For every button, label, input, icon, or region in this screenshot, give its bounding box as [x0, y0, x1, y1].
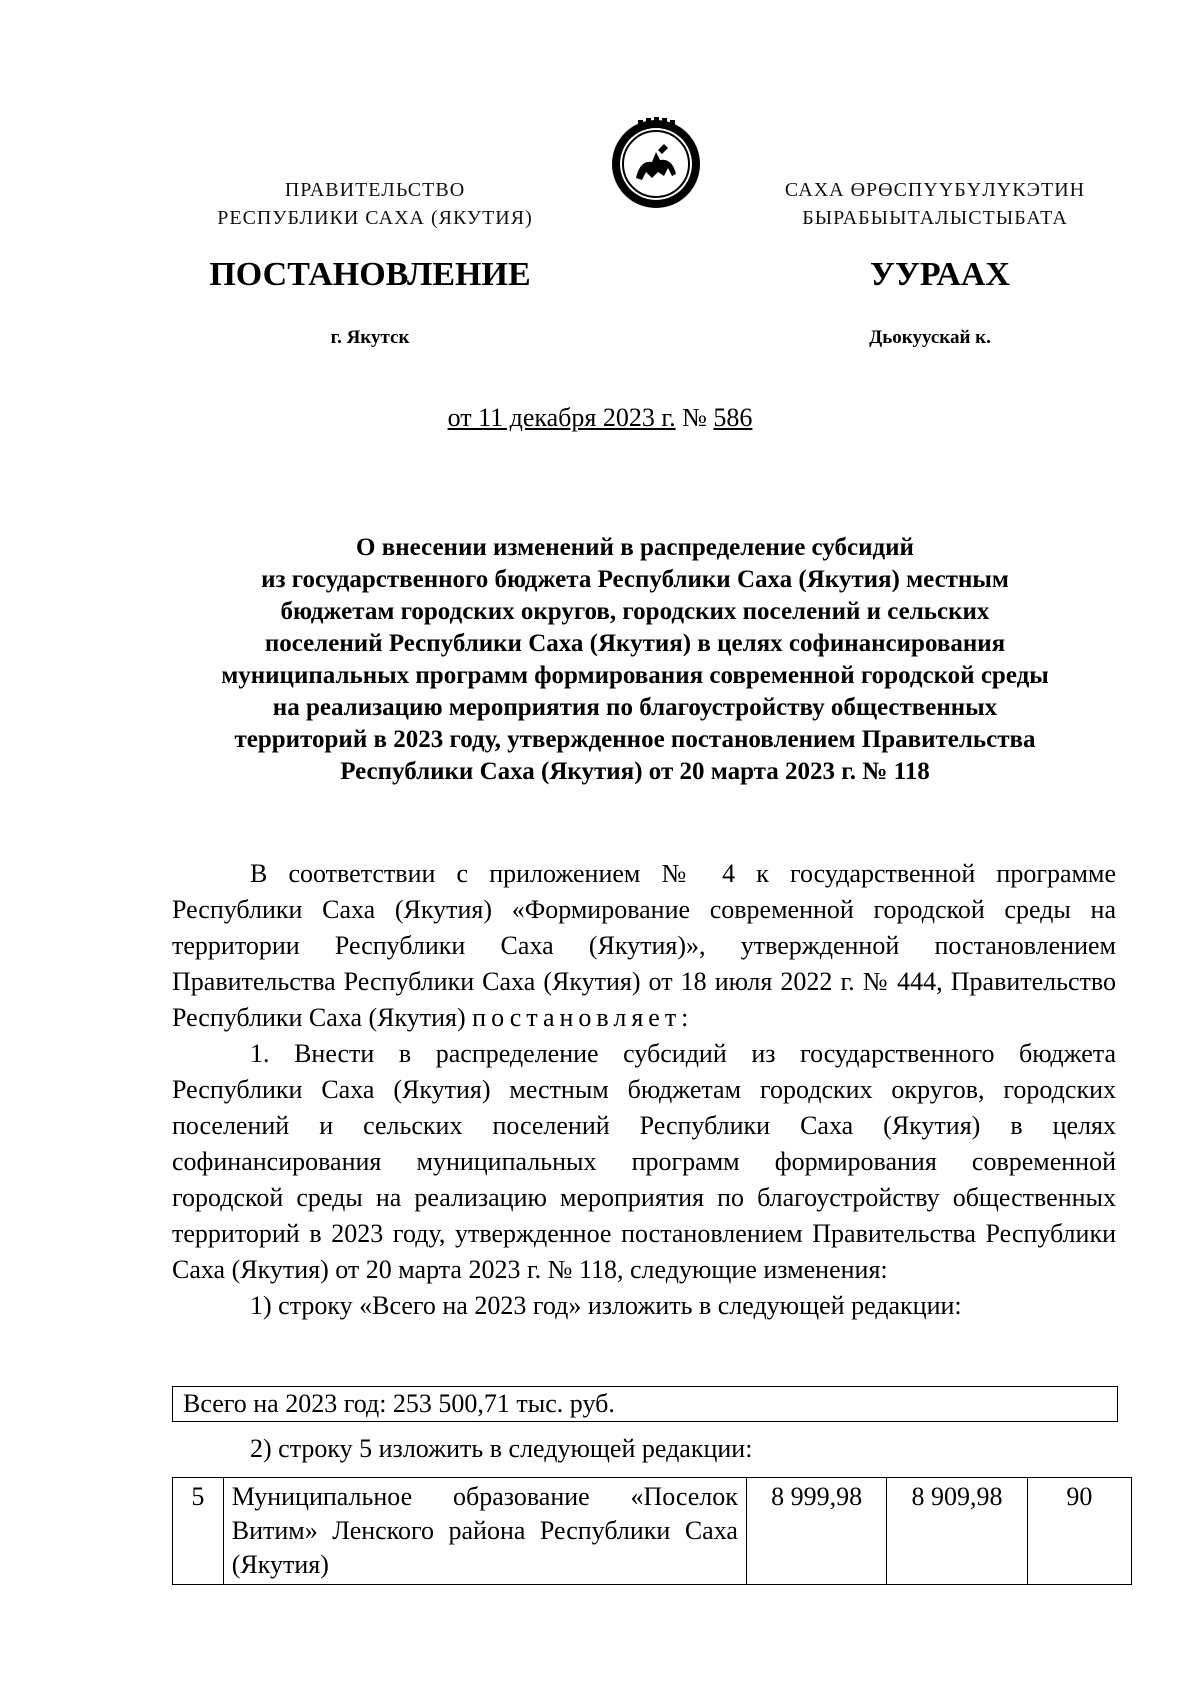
decree-number: 586	[713, 403, 753, 432]
number-sign: №	[682, 403, 707, 432]
paragraph-item-1: 1. Внести в распределение субсидий из государственного бюджета Республики Саха (Якутия) местным бюджетам городских округов, городских поселений и сельских поселений Республики Саха (Якутия) в целях софинансирования муниципальных программ формирования современной городской среды на реализацию мероприятия по благоустройству общественных территорий в 2023 году, утвержденное постановлением Правительства Республики Саха (Якутия) от 20 марта 2023 г. № 118, следующие изменения:	[172, 1039, 1116, 1284]
document-body	[172, 856, 1116, 1324]
value-1-cell: 8 999,98	[746, 1478, 886, 1585]
header-left-line1: ПРАВИТЕЛЬСТВО	[284, 179, 466, 201]
title-line: О внесении изменений в распределение субсидий	[356, 534, 914, 561]
row-number-cell: 5	[173, 1478, 224, 1585]
paragraph-preamble	[172, 856, 1116, 1036]
value-3-cell: 90	[1027, 1478, 1131, 1585]
total-row-box: Всего на 2023 год: 253 500,71 тыс. руб.	[172, 1386, 1118, 1422]
decree-date: от 11 декабря 2023 г.	[447, 403, 676, 432]
paragraph-subitem-2: 2) строку 5 изложить в следующей редакции:	[250, 1434, 753, 1463]
table-row	[173, 1478, 1132, 1585]
doc-type-left: ПОСТАНОВЛЕНИЕ	[209, 256, 531, 293]
header-left	[165, 176, 585, 232]
coat-of-arms-icon	[606, 112, 706, 212]
city-right: Дьокуускай к.	[869, 327, 991, 348]
title-line: территорий в 2023 году, утвержденное постановлением Правительства	[234, 726, 1036, 753]
doc-type-right: УУРААХ	[870, 256, 1010, 293]
title-line: Республики Саха (Якутия) от 20 марта 2023 г. № 118	[340, 758, 930, 785]
date-line	[0, 402, 1200, 434]
decree-word: постановляет:	[472, 1003, 694, 1032]
city-left: г. Якутск	[330, 327, 410, 348]
header-right-line2: БЫРАБЫЫТАЛЫСТЫБАТА	[802, 207, 1068, 229]
header-right-line1: САХА ӨРӨСПҮҮБҮЛҮКЭТИН	[784, 179, 1086, 201]
paragraph-subitem-1: 1) строку «Всего на 2023 год» изложить в следующей редакции:	[250, 1291, 962, 1320]
document-title	[160, 532, 1110, 788]
title-line: на реализацию мероприятия по благоустройству общественных	[272, 694, 998, 721]
title-line: поселений Республики Саха (Якутия) в целях софинансирования	[264, 630, 1006, 657]
value-2-cell: 8 909,98	[887, 1478, 1027, 1585]
header-right	[725, 176, 1145, 232]
municipality-name-cell: Муниципальное образование «Поселок Витим» Ленского района Республики Саха (Якутия)	[223, 1478, 746, 1585]
header-left-line2: РЕСПУБЛИКИ САХА (ЯКУТИЯ)	[217, 207, 533, 229]
preamble-text: В соответствии с приложением № 4 к государственной программе Республики Саха (Якутия) «Формирование современной городской среды на территории Республики Саха (Якутия)», утвержденной постановлением Правительства Республики Саха (Якутия) от 18 июля 2022 г. № 444, Правительство Республики Саха (Якутия)	[172, 859, 1116, 1032]
row-5-table	[172, 1477, 1132, 1585]
title-line: из государственного бюджета Республики Саха (Якутия) местным	[261, 566, 1009, 593]
title-line: бюджетам городских округов, городских поселений и сельских	[280, 598, 990, 625]
title-line: муниципальных программ формирования современной городской среды	[221, 662, 1049, 689]
